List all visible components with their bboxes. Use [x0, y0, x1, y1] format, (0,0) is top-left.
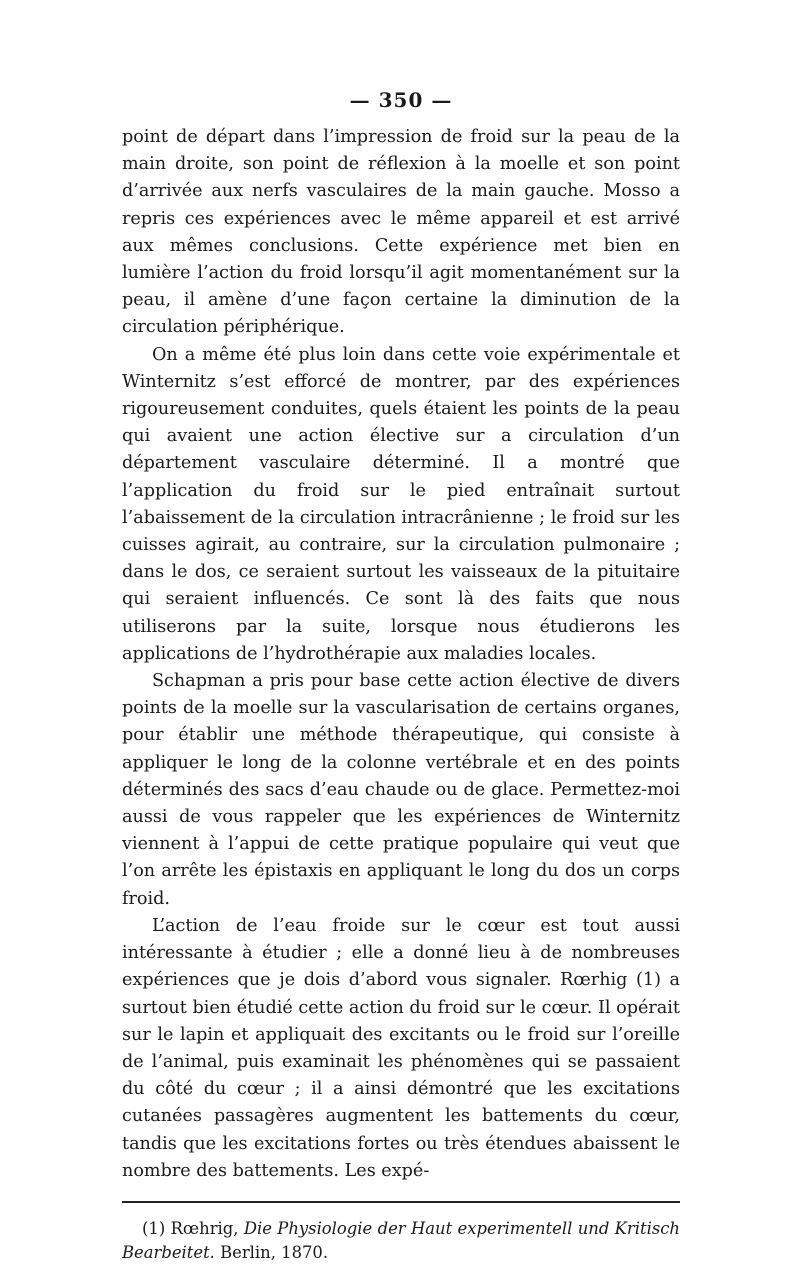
paragraph-3: Schapman a pris pour base cette action élective de divers points de la moelle sur la vascularisation de certains organes, pour établir une méthode thérapeutique, qui consiste à appliquer le long de la colonne vertébrale et en des points déterminés des sacs d’eau chaude ou de glace. Permettez-moi aussi de vous rappeler que les expériences de Winternitz viennent à l’appui de cette pratique populaire qui veut que l’on arrête les épistaxis en appliquant le long du dos un corps froid. — [122, 671, 680, 909]
paragraph-1: point de départ dans l’impression de froid sur la peau de la main droite, son point de réflexion à la moelle et son point d’arrivée aux nerfs vasculaires de la main gauche. Mosso a repris ces expériences avec le même appareil et est arrivé aux mêmes conclusions. Cette expérience met bien en lumière l’action du froid lorsqu’il agit momentanément sur la peau, il amène d’une façon certaine la diminution de la circulation périphérique. — [122, 127, 680, 338]
footnote — [122, 1217, 680, 1265]
footnote-title: Die Physiologie der Haut experimentell und Kritisch Bearbeitet. — [122, 1218, 680, 1262]
paragraph-2: On a même été plus loin dans cette voie expérimentale et Winternitz s’est efforcé de montrer, par des expériences rigoureusement conduites, quels étaient les points de la peau qui avaient une action élective sur a circulation d’un département vasculaire déterminé. Il a montré que l’application du froid sur le pied entraînait surtout l’abaissement de la circulation intracrânienne ; le froid sur les cuisses agirait, au contraire, sur la circulation pulmonaire ; dans le dos, ce seraient surtout les vaisseaux de la pituitaire qui seraient influencés. Ce sont là des faits que nous utiliserons par la suite, lorsque nous étudierons les applications de l’hydrothérapie aux maladies locales. — [122, 344, 680, 664]
paragraph-4: L’action de l’eau froide sur le cœur est tout aussi intéressante à étudier ; elle a donné lieu à de nombreuses expériences que je dois d’abord vous signaler. Rœrhig (1) a surtout bien étudié cette action du froid sur le cœur. Il opérait sur le lapin et appliquait des excitants ou le froid sur l’oreille de l’animal, puis examinait les phénomènes qui se passaient du côté du cœur ; il a ainsi démontré que les excitations cutanées passagères augmentent les battements du cœur, tandis que les excitations fortes ou très étendues abaissent le nombre des battements. Les expé- — [122, 915, 680, 1181]
footnote-author: Rœhrig, — [170, 1218, 239, 1238]
body-text — [122, 124, 680, 1185]
footnote-publication: Berlin, 1870. — [220, 1242, 329, 1262]
footnote-divider — [122, 1201, 680, 1203]
book-page — [122, 86, 680, 1265]
footnote-marker: (1) — [142, 1218, 166, 1238]
page-number: — 350 — — [349, 88, 453, 112]
